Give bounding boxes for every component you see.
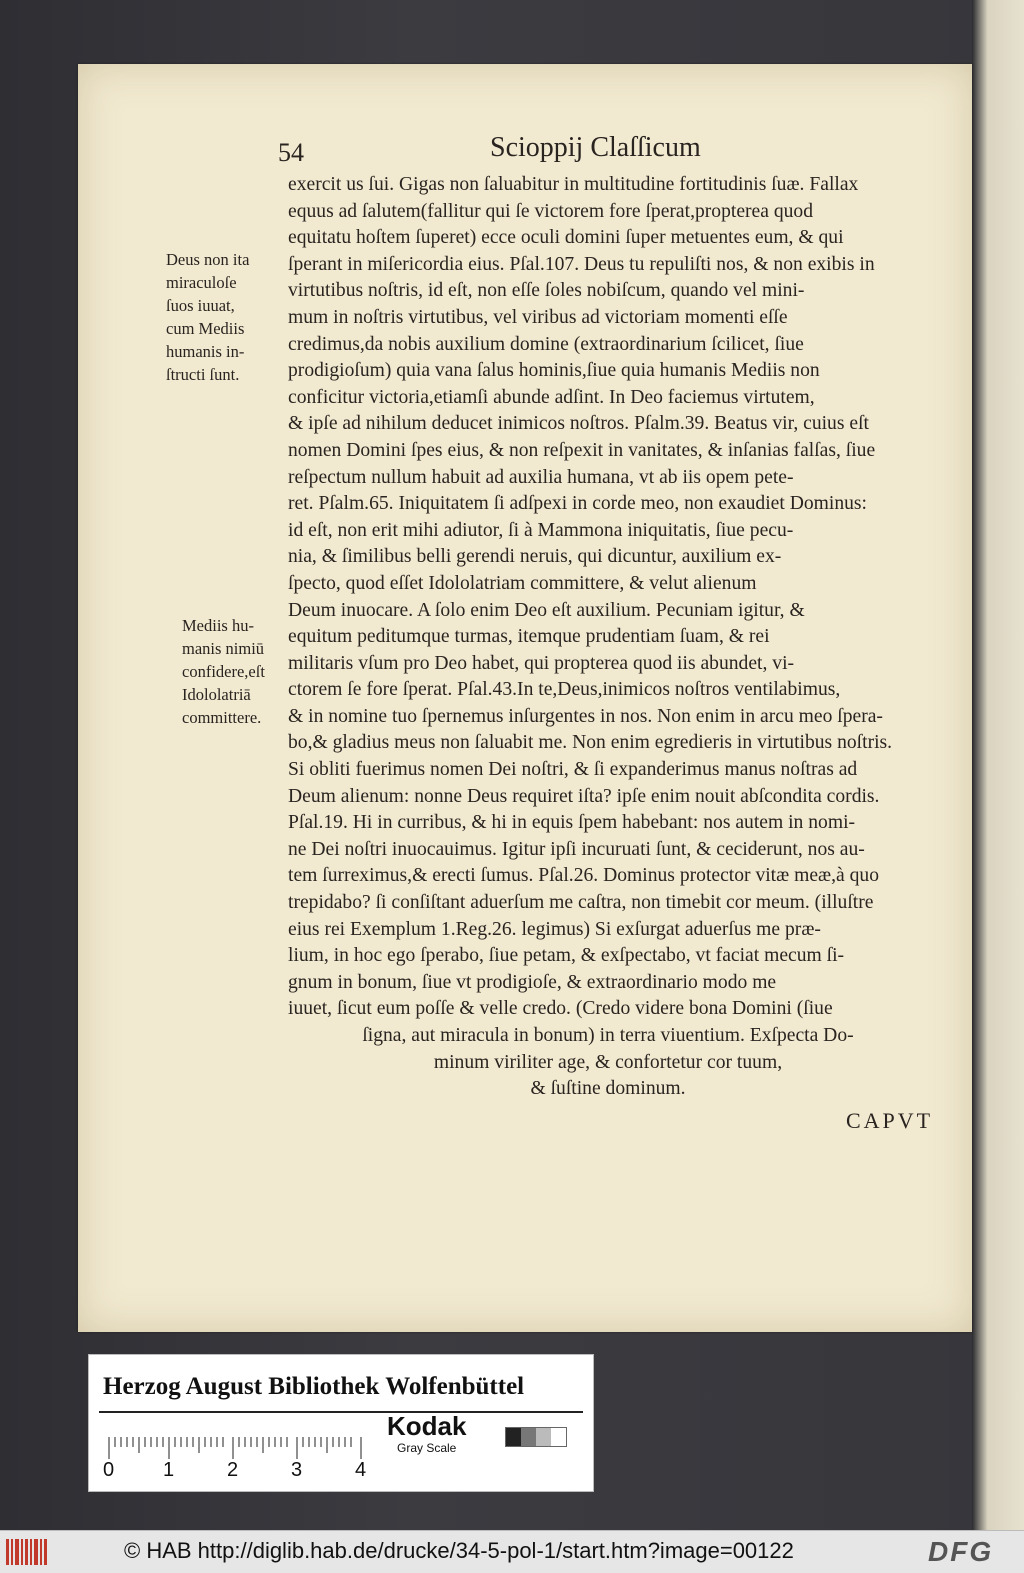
- margin-line: miraculoſe: [166, 273, 237, 292]
- text-line: ſperant in miſericordia eius. Pſal.107. Deus tu repuliſti nos, & non exibis in: [288, 253, 875, 275]
- closing-line: ſigna, aut miracula in bonum) in terra viuentium. Exſpecta Do-: [362, 1025, 854, 1046]
- body-text: [288, 172, 928, 1103]
- margin-line: committere.: [182, 708, 262, 727]
- ruler-number: 4: [355, 1459, 367, 1481]
- text-line: gnum in bonum, ſiue vt prodigioſe, & extraordinario modo me: [288, 971, 777, 993]
- page-header: [278, 132, 938, 172]
- text-line: ne Dei noſtri inuocauimus. Igitur ipſi incuruati ſunt, & ceciderunt, nos au-: [288, 838, 865, 860]
- text-line: conficitur victoria,etiamſi abunde adſint. In Deo faciemus virtutem,: [288, 386, 815, 408]
- color-target: [88, 1354, 594, 1492]
- margin-line: confidere,eſt: [182, 662, 265, 681]
- margin-note: [166, 248, 282, 386]
- text-line: eius rei Exemplum 1.Reg.26. legimus) Si exſurgat aduerſus me præ-: [288, 918, 821, 940]
- text-line: nomen Domini ſpes eius, & non reſpexit in vanitates, & inſanias falſas, ſiue: [288, 439, 876, 461]
- ruler-number: 2: [227, 1459, 239, 1481]
- divider: [99, 1411, 583, 1413]
- ruler-number: 1: [163, 1459, 175, 1481]
- margin-note: [182, 614, 298, 729]
- text-line: mum in noſtris virtutibus, vel viribus ad victoriam momenti eſſe: [288, 306, 788, 328]
- text-line: prodigioſum) quia vana ſalus hominis,ſiue quia humanis Mediis non: [288, 360, 820, 382]
- text-line: lium, in hoc ego ſperabo, ſiue petam, & exſpectabo, vt faciat mecum ſi-: [288, 945, 845, 967]
- margin-line: manis nimiū: [182, 639, 265, 658]
- margin-line: humanis in-: [166, 342, 245, 361]
- gray-patches: [505, 1427, 567, 1447]
- running-title: Scioppij Claſſicum: [490, 132, 701, 163]
- dfg-logo: DFG: [928, 1536, 994, 1567]
- text-line: Deum alienum: nonne Deus requiret iſta? ipſe enim nouit abſcondita cordis.: [288, 785, 880, 807]
- catchword: CAPVT: [846, 1108, 934, 1133]
- text-line: credimus,da nobis auxilium domine (extraordinarium ſcilicet, ſiue: [288, 333, 804, 355]
- text-line: equitum peditumque turmas, itemque prudentiam ſuam, & rei: [288, 626, 770, 648]
- text-line: equitatu hoſtem ſuperet) ecce oculi domini ſuper metuentes eum, & qui: [288, 227, 844, 249]
- margin-line: cum Mediis: [166, 319, 245, 338]
- text-line: & in nomine tuo ſpernemus inſurgentes in nos. Non enim in arcu meo ſpera-: [288, 705, 883, 727]
- library-name: Herzog August Bibliothek Wolfenbüttel: [103, 1373, 525, 1400]
- adjacent-page-edge: [972, 0, 1024, 1530]
- text-line: nia, & ſimilibus belli gerendi neruis, qui dicuntur, auxilium ex-: [288, 546, 782, 568]
- text-line: Pſal.19. Hi in curribus, & hi in equis ſpem habebant: nos autem in nomi-: [288, 812, 856, 834]
- text-line: ſpecto, quod eſſet Idololatriam committere, & velut alienum: [288, 572, 757, 594]
- margin-line: Deus non ita: [166, 250, 250, 269]
- footer-bar: [0, 1530, 1024, 1573]
- gray-scale-label: Gray Scale: [397, 1441, 457, 1455]
- text-line: virtutibus noſtris, id eſt, non eſſe ſoles nobiſcum, quando vel mini-: [288, 280, 805, 302]
- margin-line: ſtructi ſunt.: [166, 365, 240, 384]
- closing-line: & ſuſtine dominum.: [530, 1078, 686, 1100]
- text-line: ret. Pſalm.65. Iniquitatem ſi adſpexi in corde meo, non exaudiet Dominus:: [288, 493, 867, 515]
- text-line: equus ad ſalutem(fallitur qui ſe victorem fore ſperat,propterea quod: [288, 200, 814, 222]
- page-number: 54: [278, 138, 304, 167]
- barcode-icon: [6, 1539, 48, 1565]
- text-line: iuuet, ſicut eum poſſe & velle credo. (Credo videre bona Domini (ſiue: [288, 998, 833, 1020]
- kodak-brand: Kodak: [387, 1411, 467, 1441]
- text-line: reſpectum nullum habuit ad auxilia humana, vt ab iis opem pete-: [288, 466, 794, 488]
- ruler-icon: [105, 1417, 375, 1487]
- text-line: ctorem ſe fore ſperat. Pſal.43.In te,Deus,inimicos noſtros ventilabimus,: [288, 679, 841, 701]
- margin-line: Mediis hu-: [182, 616, 254, 635]
- text-line: trepidabo? ſi conſiſtant aduerſum me caſtra, non timebit cor meum. (illuſtre: [288, 892, 874, 914]
- text-line: bo,& gladius meus non ſaluabit me. Non enim egredieris in virtutibus noſtris.: [288, 732, 893, 754]
- text-line: tem ſurreximus,& erecti ſumus. Pſal.26. Dominus protector vitæ meæ,à quo: [288, 865, 879, 887]
- text-line: exercit us ſui. Gigas non ſaluabitur in multitudine fortitudinis ſuæ. Fallax: [288, 174, 859, 195]
- margin-line: Idololatriā: [182, 685, 251, 704]
- text-line: Si obliti fuerimus nomen Dei noſtri, & ſi expanderimus manus noſtras ad: [288, 759, 858, 781]
- text-line: Deum inuocare. A ſolo enim Deo eſt auxilium. Pecuniam igitur, &: [288, 599, 805, 621]
- margin-line: ſuos iuuat,: [166, 296, 235, 315]
- text-line: & ipſe ad nihilum deducet inimicos noſtros. Pſalm.39. Beatus vir, cuius eſt: [288, 413, 869, 435]
- ruler-number: 3: [291, 1459, 303, 1481]
- closing-line: minum viriliter age, & confortetur cor tuum,: [433, 1051, 783, 1073]
- footer-credit: © HAB http://diglib.hab.de/drucke/34-5-pol-1/start.htm?image=00122: [124, 1538, 794, 1563]
- text-line: id eſt, non erit mihi adiutor, ſi à Mammona iniquitatis, ſiue pecu-: [288, 519, 794, 541]
- ruler-number: 0: [103, 1459, 115, 1481]
- text-line: militaris vſum pro Deo habet, qui propterea quod iis abundet, vi-: [288, 652, 795, 674]
